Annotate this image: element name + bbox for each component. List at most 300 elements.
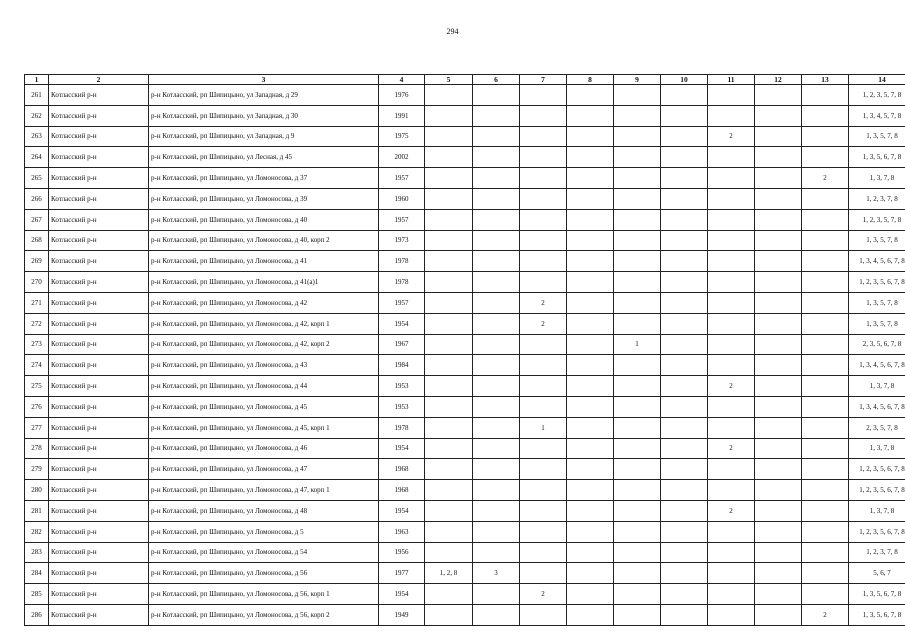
col13-cell (802, 272, 849, 293)
col13-cell (802, 209, 849, 230)
col12-cell (755, 480, 802, 501)
col12-cell (755, 500, 802, 521)
col8-cell (567, 272, 614, 293)
year-cell: 1953 (379, 396, 425, 417)
col9-cell (614, 272, 661, 293)
col7-cell: 2 (520, 313, 567, 334)
col9-cell (614, 85, 661, 106)
col8-cell (567, 500, 614, 521)
col6-cell (473, 292, 520, 313)
col8-cell (567, 563, 614, 584)
col11-cell: 2 (708, 500, 755, 521)
col8-cell (567, 584, 614, 605)
col5-cell (425, 376, 473, 397)
col11-cell: 2 (708, 376, 755, 397)
col5-cell (425, 396, 473, 417)
col7-cell (520, 604, 567, 625)
address-cell: р-н Котласский, рп Шипицыно, ул Ломоносова, д 42 (149, 292, 379, 313)
address-cell: р-н Котласский, рп Шипицыно, ул Ломоносова, д 37 (149, 168, 379, 189)
col10-cell (661, 459, 708, 480)
year-cell: 1954 (379, 584, 425, 605)
address-cell: р-н Котласский, рп Шипицыно, ул Ломоносова, д 48 (149, 500, 379, 521)
col6-cell (473, 334, 520, 355)
col8-cell (567, 105, 614, 126)
col5-cell: 1, 2, 8 (425, 563, 473, 584)
year-cell: 2002 (379, 147, 425, 168)
year-cell: 1977 (379, 563, 425, 584)
col6-cell (473, 105, 520, 126)
col7-cell (520, 230, 567, 251)
col7-cell (520, 209, 567, 230)
col14-cell: 1, 3, 5, 6, 7, 8 (849, 604, 905, 625)
col12-cell (755, 292, 802, 313)
year-cell: 1954 (379, 313, 425, 334)
col7-cell (520, 105, 567, 126)
col5-cell (425, 292, 473, 313)
col7-cell (520, 438, 567, 459)
col8-cell (567, 251, 614, 272)
col11-cell (708, 480, 755, 501)
col10-cell (661, 272, 708, 293)
district-cell: Котласский р-н (49, 355, 149, 376)
col13-cell (802, 417, 849, 438)
table-row (25, 188, 905, 209)
col12-cell (755, 272, 802, 293)
col14-cell: 1, 2, 3, 5, 7, 8 (849, 85, 905, 106)
row-number: 265 (25, 168, 49, 189)
col9-cell (614, 563, 661, 584)
col5-cell (425, 542, 473, 563)
col7-cell (520, 500, 567, 521)
year-cell: 1967 (379, 334, 425, 355)
district-cell: Котласский р-н (49, 376, 149, 397)
address-cell: р-н Котласский, рп Шипицыно, ул Западная, д 29 (149, 85, 379, 106)
col13-cell (802, 230, 849, 251)
column-header-13: 13 (802, 75, 849, 85)
col10-cell (661, 500, 708, 521)
row-number: 261 (25, 85, 49, 106)
col13-cell (802, 292, 849, 313)
row-number: 275 (25, 376, 49, 397)
col12-cell (755, 188, 802, 209)
col8-cell (567, 85, 614, 106)
col5-cell (425, 521, 473, 542)
row-number: 281 (25, 500, 49, 521)
col11-cell (708, 313, 755, 334)
table-row (25, 85, 905, 106)
row-number: 286 (25, 604, 49, 625)
address-cell: р-н Котласский, рп Шипицыно, ул Ломоносова, д 42, корп 1 (149, 313, 379, 334)
col7-cell (520, 355, 567, 376)
district-cell: Котласский р-н (49, 438, 149, 459)
col14-cell: 1, 3, 4, 5, 6, 7, 8 (849, 396, 905, 417)
col10-cell (661, 147, 708, 168)
table-row (25, 209, 905, 230)
col14-cell: 1, 3, 5, 7, 8 (849, 126, 905, 147)
table-row (25, 272, 905, 293)
col8-cell (567, 438, 614, 459)
col7-cell: 2 (520, 584, 567, 605)
address-cell: р-н Котласский, рп Шипицыно, ул Ломоносова, д 45 (149, 396, 379, 417)
col14-cell: 2, 3, 5, 6, 7, 8 (849, 334, 905, 355)
col5-cell (425, 251, 473, 272)
col11-cell (708, 188, 755, 209)
table-row (25, 313, 905, 334)
district-cell: Котласский р-н (49, 209, 149, 230)
col8-cell (567, 396, 614, 417)
col7-cell (520, 334, 567, 355)
col12-cell (755, 604, 802, 625)
col6-cell (473, 500, 520, 521)
col6-cell (473, 85, 520, 106)
table-row (25, 396, 905, 417)
header-row (25, 75, 905, 85)
district-cell: Котласский р-н (49, 272, 149, 293)
column-header-11: 11 (708, 75, 755, 85)
col8-cell (567, 604, 614, 625)
col11-cell (708, 168, 755, 189)
col9-cell (614, 147, 661, 168)
col11-cell (708, 105, 755, 126)
column-header-6: 6 (473, 75, 520, 85)
col14-cell: 1, 2, 3, 5, 6, 7, 8 (849, 521, 905, 542)
col5-cell (425, 105, 473, 126)
year-cell: 1968 (379, 459, 425, 480)
district-cell: Котласский р-н (49, 126, 149, 147)
col8-cell (567, 417, 614, 438)
district-cell: Котласский р-н (49, 563, 149, 584)
col10-cell (661, 604, 708, 625)
col12-cell (755, 459, 802, 480)
col7-cell (520, 459, 567, 480)
col10-cell (661, 168, 708, 189)
year-cell: 1978 (379, 272, 425, 293)
col6-cell (473, 417, 520, 438)
address-cell: р-н Котласский, рп Шипицыно, ул Ломоносова, д 54 (149, 542, 379, 563)
col5-cell (425, 584, 473, 605)
col12-cell (755, 417, 802, 438)
col9-cell: 1 (614, 334, 661, 355)
col11-cell (708, 209, 755, 230)
col7-cell (520, 396, 567, 417)
col5-cell (425, 313, 473, 334)
district-cell: Котласский р-н (49, 480, 149, 501)
table-row (25, 376, 905, 397)
col13-cell (802, 313, 849, 334)
col12-cell (755, 438, 802, 459)
col6-cell: 3 (473, 563, 520, 584)
col7-cell (520, 85, 567, 106)
col7-cell (520, 188, 567, 209)
col11-cell (708, 230, 755, 251)
year-cell: 1953 (379, 376, 425, 397)
col6-cell (473, 521, 520, 542)
col9-cell (614, 126, 661, 147)
year-cell: 1954 (379, 500, 425, 521)
row-number: 273 (25, 334, 49, 355)
row-number: 263 (25, 126, 49, 147)
col14-cell: 1, 3, 7, 8 (849, 168, 905, 189)
column-header-2: 2 (49, 75, 149, 85)
column-header-9: 9 (614, 75, 661, 85)
col7-cell (520, 147, 567, 168)
col7-cell: 1 (520, 417, 567, 438)
col6-cell (473, 396, 520, 417)
table-row (25, 334, 905, 355)
col10-cell (661, 563, 708, 584)
district-cell: Котласский р-н (49, 292, 149, 313)
column-header-12: 12 (755, 75, 802, 85)
year-cell: 1957 (379, 209, 425, 230)
col5-cell (425, 230, 473, 251)
district-cell: Котласский р-н (49, 459, 149, 480)
col11-cell: 2 (708, 126, 755, 147)
col8-cell (567, 376, 614, 397)
col12-cell (755, 376, 802, 397)
col13-cell (802, 438, 849, 459)
col8-cell (567, 292, 614, 313)
address-cell: р-н Котласский, рп Шипицыно, ул Ломоносова, д 56, корп 2 (149, 604, 379, 625)
table-row (25, 459, 905, 480)
col12-cell (755, 105, 802, 126)
col14-cell: 1, 3, 5, 6, 7, 8 (849, 584, 905, 605)
col10-cell (661, 209, 708, 230)
table-row (25, 500, 905, 521)
col7-cell (520, 563, 567, 584)
row-number: 272 (25, 313, 49, 334)
col14-cell: 1, 3, 4, 5, 6, 7, 8 (849, 355, 905, 376)
col10-cell (661, 188, 708, 209)
col8-cell (567, 334, 614, 355)
col6-cell (473, 376, 520, 397)
col6-cell (473, 230, 520, 251)
address-cell: р-н Котласский, рп Шипицыно, ул Ломоносова, д 40 (149, 209, 379, 230)
col14-cell: 1, 3, 7, 8 (849, 376, 905, 397)
col6-cell (473, 584, 520, 605)
col13-cell (802, 480, 849, 501)
col10-cell (661, 355, 708, 376)
col8-cell (567, 521, 614, 542)
table-row (25, 584, 905, 605)
row-number: 280 (25, 480, 49, 501)
year-cell: 1957 (379, 168, 425, 189)
col14-cell: 1, 2, 3, 7, 8 (849, 542, 905, 563)
col5-cell (425, 459, 473, 480)
year-cell: 1978 (379, 417, 425, 438)
col9-cell (614, 376, 661, 397)
col14-cell: 2, 3, 5, 7, 8 (849, 417, 905, 438)
row-number: 270 (25, 272, 49, 293)
year-cell: 1978 (379, 251, 425, 272)
col12-cell (755, 396, 802, 417)
col9-cell (614, 188, 661, 209)
col9-cell (614, 209, 661, 230)
table-row (25, 230, 905, 251)
col14-cell: 1, 2, 3, 5, 7, 8 (849, 209, 905, 230)
col12-cell (755, 542, 802, 563)
col7-cell (520, 251, 567, 272)
column-header-5: 5 (425, 75, 473, 85)
col12-cell (755, 521, 802, 542)
col11-cell (708, 251, 755, 272)
col13-cell: 2 (802, 604, 849, 625)
col10-cell (661, 230, 708, 251)
row-number: 278 (25, 438, 49, 459)
col9-cell (614, 459, 661, 480)
year-cell: 1956 (379, 542, 425, 563)
col5-cell (425, 147, 473, 168)
col5-cell (425, 126, 473, 147)
col6-cell (473, 209, 520, 230)
column-header-7: 7 (520, 75, 567, 85)
col6-cell (473, 355, 520, 376)
year-cell: 1963 (379, 521, 425, 542)
table-row (25, 438, 905, 459)
col8-cell (567, 459, 614, 480)
col9-cell (614, 105, 661, 126)
col8-cell (567, 209, 614, 230)
col10-cell (661, 292, 708, 313)
address-cell: р-н Котласский, рп Шипицыно, ул Ломоносова, д 39 (149, 188, 379, 209)
column-header-8: 8 (567, 75, 614, 85)
col7-cell: 2 (520, 292, 567, 313)
col13-cell (802, 105, 849, 126)
row-number: 285 (25, 584, 49, 605)
address-cell: р-н Котласский, рп Шипицыно, ул Лесная, д 45 (149, 147, 379, 168)
col8-cell (567, 188, 614, 209)
col8-cell (567, 313, 614, 334)
col10-cell (661, 521, 708, 542)
col13-cell (802, 334, 849, 355)
col14-cell: 1, 3, 7, 8 (849, 438, 905, 459)
year-cell: 1973 (379, 230, 425, 251)
column-header-3: 3 (149, 75, 379, 85)
address-cell: р-н Котласский, рп Шипицыно, ул Ломоносова, д 41 (149, 251, 379, 272)
district-cell: Котласский р-н (49, 584, 149, 605)
col12-cell (755, 563, 802, 584)
col9-cell (614, 480, 661, 501)
col7-cell (520, 126, 567, 147)
col11-cell (708, 334, 755, 355)
column-header-1: 1 (25, 75, 49, 85)
address-cell: р-н Котласский, рп Шипицыно, ул Ломоносова, д 46 (149, 438, 379, 459)
table-row (25, 417, 905, 438)
col14-cell: 5, 6, 7 (849, 563, 905, 584)
year-cell: 1984 (379, 355, 425, 376)
col7-cell (520, 168, 567, 189)
row-number: 277 (25, 417, 49, 438)
table-row (25, 563, 905, 584)
table-row (25, 480, 905, 501)
col13-cell (802, 396, 849, 417)
district-cell: Котласский р-н (49, 417, 149, 438)
col11-cell (708, 521, 755, 542)
row-number: 266 (25, 188, 49, 209)
col5-cell (425, 209, 473, 230)
address-cell: р-н Котласский, рп Шипицыно, ул Ломоносова, д 5 (149, 521, 379, 542)
col5-cell (425, 500, 473, 521)
col11-cell (708, 563, 755, 584)
col5-cell (425, 85, 473, 106)
year-cell: 1968 (379, 480, 425, 501)
col14-cell: 1, 3, 5, 7, 8 (849, 292, 905, 313)
col6-cell (473, 480, 520, 501)
col8-cell (567, 147, 614, 168)
col8-cell (567, 126, 614, 147)
col5-cell (425, 272, 473, 293)
col13-cell (802, 459, 849, 480)
col6-cell (473, 168, 520, 189)
col11-cell (708, 272, 755, 293)
col11-cell (708, 584, 755, 605)
col6-cell (473, 126, 520, 147)
col12-cell (755, 334, 802, 355)
col13-cell (802, 542, 849, 563)
district-cell: Котласский р-н (49, 521, 149, 542)
col9-cell (614, 230, 661, 251)
table-row (25, 542, 905, 563)
row-number: 269 (25, 251, 49, 272)
col11-cell (708, 542, 755, 563)
col6-cell (473, 147, 520, 168)
year-cell: 1949 (379, 604, 425, 625)
address-cell: р-н Котласский, рп Шипицыно, ул Ломоносова, д 47 (149, 459, 379, 480)
district-cell: Котласский р-н (49, 85, 149, 106)
col14-cell: 1, 3, 5, 6, 7, 8 (849, 147, 905, 168)
address-cell: р-н Котласский, рп Шипицыно, ул Ломоносова, д 47, корп 1 (149, 480, 379, 501)
col10-cell (661, 334, 708, 355)
col6-cell (473, 459, 520, 480)
col13-cell (802, 584, 849, 605)
col9-cell (614, 500, 661, 521)
col8-cell (567, 542, 614, 563)
year-cell: 1954 (379, 438, 425, 459)
col5-cell (425, 438, 473, 459)
col14-cell: 1, 2, 3, 5, 6, 7, 8 (849, 272, 905, 293)
address-cell: р-н Котласский, рп Шипицыно, ул Ломоносова, д 44 (149, 376, 379, 397)
address-cell: р-н Котласский, рп Шипицыно, ул Ломоносова, д 45, корп 1 (149, 417, 379, 438)
district-cell: Котласский р-н (49, 542, 149, 563)
col9-cell (614, 168, 661, 189)
col14-cell: 1, 3, 7, 8 (849, 500, 905, 521)
table-row (25, 292, 905, 313)
col10-cell (661, 417, 708, 438)
col10-cell (661, 542, 708, 563)
col11-cell (708, 417, 755, 438)
col14-cell: 1, 2, 3, 7, 8 (849, 188, 905, 209)
col13-cell (802, 355, 849, 376)
col7-cell (520, 272, 567, 293)
col6-cell (473, 272, 520, 293)
district-cell: Котласский р-н (49, 313, 149, 334)
col9-cell (614, 355, 661, 376)
col9-cell (614, 438, 661, 459)
column-header-10: 10 (661, 75, 708, 85)
address-cell: р-н Котласский, рп Шипицыно, ул Ломоносова, д 56, корп 1 (149, 584, 379, 605)
address-cell: р-н Котласский, рп Шипицыно, ул Ломоносова, д 40, корп 2 (149, 230, 379, 251)
col14-cell: 1, 2, 3, 5, 6, 7, 8 (849, 480, 905, 501)
col7-cell (520, 521, 567, 542)
district-cell: Котласский р-н (49, 230, 149, 251)
table-row (25, 147, 905, 168)
col11-cell: 2 (708, 438, 755, 459)
district-cell: Котласский р-н (49, 500, 149, 521)
col12-cell (755, 584, 802, 605)
table-row (25, 126, 905, 147)
col13-cell (802, 376, 849, 397)
year-cell: 1975 (379, 126, 425, 147)
district-cell: Котласский р-н (49, 147, 149, 168)
